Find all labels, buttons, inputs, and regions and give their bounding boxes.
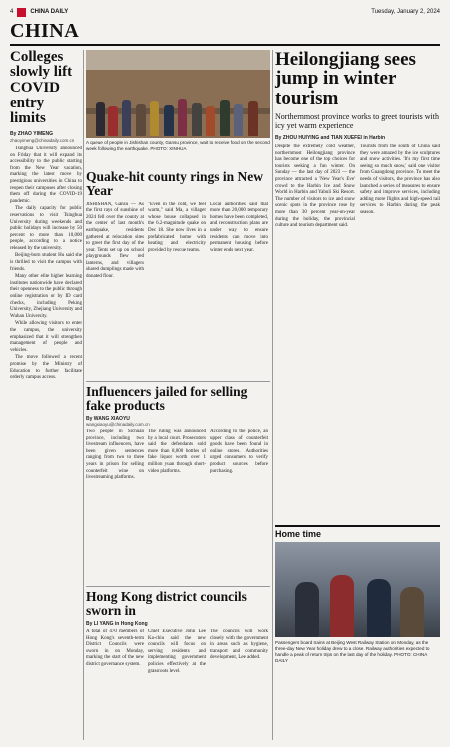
masthead-left: [10, 8, 68, 17]
heilongjiang-byline: By ZHOU HUIYING and TIAN XUEFEI in Harbin: [275, 134, 386, 141]
section-title: CHINA: [10, 20, 80, 42]
quake-story: [86, 170, 270, 390]
influencer-story: [86, 385, 270, 579]
photo-person: [220, 100, 230, 136]
photo-person: [122, 100, 131, 136]
photo-person: [164, 105, 174, 136]
quake-headline: Quake-hit county rings in New Year: [86, 169, 264, 198]
paper-name: CHINA DAILY: [30, 9, 69, 15]
influencer-byline: By WANG XIAOYU: [86, 415, 130, 422]
photo-person: [150, 101, 159, 136]
hk-col: The councils will work closely with the government in areas such as hygiene, transport and community development, Lee added.: [210, 629, 268, 661]
hk-col: A total of 470 members of Hong Kong's seventh-term District Councils were sworn in on Monday, marking the start of the new district governance system.: [86, 629, 144, 667]
colleges-para: Many other elite higher learning institutes nationwide have declared their openness to the public through online registration or by ID card checks, including Peking University, Zhejiang University and Wuhan University.: [10, 274, 82, 319]
photo-person: [400, 587, 424, 637]
photo-caption: A queue of people in Jishishan county, Gansu province, wait to receive food on the second week following the earthquake. PHOTO: XINHUA: [86, 140, 270, 151]
colleges-story: [10, 50, 82, 747]
column-divider: [83, 50, 84, 740]
colleges-email[interactable]: zhaoyimeng@chinadaily.com.cn: [10, 137, 75, 143]
quake-columns: [86, 202, 270, 390]
colleges-byline: By ZHAO YIMENG: [10, 131, 53, 138]
issue-date: Tuesday, January 2, 2024: [371, 9, 440, 15]
quake-col: "Even in the cold, we feel warm," said Ma, a villager whose house collapsed in the 6.2-magnitude quake on Dec 18. She now lives in a prefabricated home with heating and electricity provided by rescue teams.: [148, 201, 206, 253]
quake-photo: [86, 50, 270, 138]
influencer-col: The ruling was announced by a local court. Prosecutors said the defendants sold more than 8,000 bottles of fake liquor worth over 1 million yuan through short-video platforms.: [148, 429, 206, 474]
hk-headline: Hong Kong district councils sworn in: [86, 589, 247, 618]
hk-story: [86, 590, 270, 747]
colleges-headline: Colleges slowly lift COVID entry limits: [10, 49, 73, 127]
colleges-body: [10, 146, 82, 747]
masthead: [10, 6, 440, 18]
photo-person: [295, 582, 319, 637]
page-number: 4: [10, 9, 14, 15]
colleges-para: While allowing visitors to enter the campus, the university emphasized that it will strengthen management of people and vehicles.: [10, 321, 82, 353]
home-time-title: Home time: [275, 525, 440, 539]
photo-person: [248, 101, 258, 136]
home-time-feature: [275, 525, 440, 664]
story-divider: [86, 381, 270, 382]
influencer-email[interactable]: wangxiaoyu@chinadaily.com.cn: [86, 422, 150, 428]
hk-byline: By LI YANG in Hong Kong: [86, 620, 148, 627]
colleges-para: The daily capacity for public reservations to visit Tsinghua University during weekends and public holidays will increase by 50 percent to more than 10,000 people, according to a notice released by the university.: [10, 206, 82, 251]
quake-col: Local authorities said that more than 20,000 temporary homes have been completed, and reconstruction plans are under way to ensure residents can move into permanent housing before winter ends next year.: [210, 201, 268, 253]
influencer-col: Two people in Sichuan province, including two livestream influencers, have been given sentences ranging from two to three years in prison for selling counterfeit wine on livestreaming platforms.: [86, 429, 144, 481]
photo-person: [367, 579, 391, 637]
hk-col: Chief Executive John Lee Ka-chiu said the new councils will focus on serving residents and implementing government policies effectively at the grassroots level.: [148, 629, 206, 674]
home-time-caption: Passengers board trains at Beijing West Railway Station on Monday, as the three-day New Year holiday drew to a close. Railway authorities expected to handle a peak of return trips on the last day of the holiday. PHOTO: CHINA DAILY: [275, 640, 430, 663]
heilongjiang-deck: Northernmost province works to greet tourists with icy yet warm experience: [275, 112, 439, 131]
home-time-photo: [275, 542, 440, 637]
influencer-col: According to the police, an upper class of counterfeit goods have been found in online stores. Authorities urged consumers to verify product sources before purchasing.: [210, 429, 268, 474]
photo-person: [206, 106, 215, 136]
quake-col: JISHISHAN, Gansu — As the first rays of sunshine of 2024 fell over the county at the center of last month's earthquake, residents gathered at relocation sites to greet the first day of the year. Tents set up on school playgrounds flew red lanterns, and villagers shared dumplings made with donated flour.: [86, 201, 144, 280]
heilongjiang-story: [275, 50, 440, 474]
photo-person: [330, 575, 354, 637]
column-divider: [272, 50, 273, 740]
hk-columns: [86, 629, 270, 747]
heilongjiang-col: Despite the extremely cold weather, northernmost Heilongjiang province has become one of the top choices for tourists seeking a fun winter. On Sunday — the last day of 2023 — the province attracted a 'New Year's Eve' crowd to the Harbin Ice and Snow World in Harbin and Yabuli Ski Resort. The number of visitors to ice and snow scenic spots in the province rose by more than 30 percent year-on-year during the holiday, the provincial culture and tourism department said.: [275, 144, 355, 229]
colleges-para: Beijing-born student Hu said she is thrilled to visit the campus with friends.: [10, 253, 82, 272]
photo-person: [136, 104, 146, 136]
colleges-para: Tsinghua University announced on Friday that it will expand its accessibility to the public starting from the New Year vacation, marking the latest move by prestigious universities in China to reopen their campuses after closing them off during the COVID-19 pandemic.: [10, 145, 82, 204]
photo-sky: [86, 50, 270, 70]
photo-person: [108, 106, 118, 136]
colleges-para: The move followed a recent promise by the Ministry of Education to further facilitate orderly campus access.: [10, 355, 82, 381]
heilongjiang-columns: [275, 144, 440, 474]
photo-person: [96, 102, 105, 136]
influencer-headline: Influencers jailed for selling fake products: [86, 384, 248, 413]
photo-person: [192, 103, 202, 136]
influencer-columns: [86, 429, 270, 579]
section-rule: [10, 44, 440, 46]
photo-person: [178, 99, 187, 136]
story-divider: [86, 586, 270, 587]
china-daily-logo-icon: [17, 8, 26, 17]
heilongjiang-col: Tourists from the south of China said they were amazed by the ice sculptures and snow activities. 'It's my first time seeing so much snow,' said one visitor from Guangdong province. To meet the needs of visitors, the province has also launched a series of measures to ensure safety and improve services, including adding more flights and high-speed rail services to Harbin during the peak season.: [360, 144, 440, 215]
photo-person: [234, 104, 243, 136]
heilongjiang-headline: Heilongjiang sees jump in winter tourism: [275, 49, 416, 109]
